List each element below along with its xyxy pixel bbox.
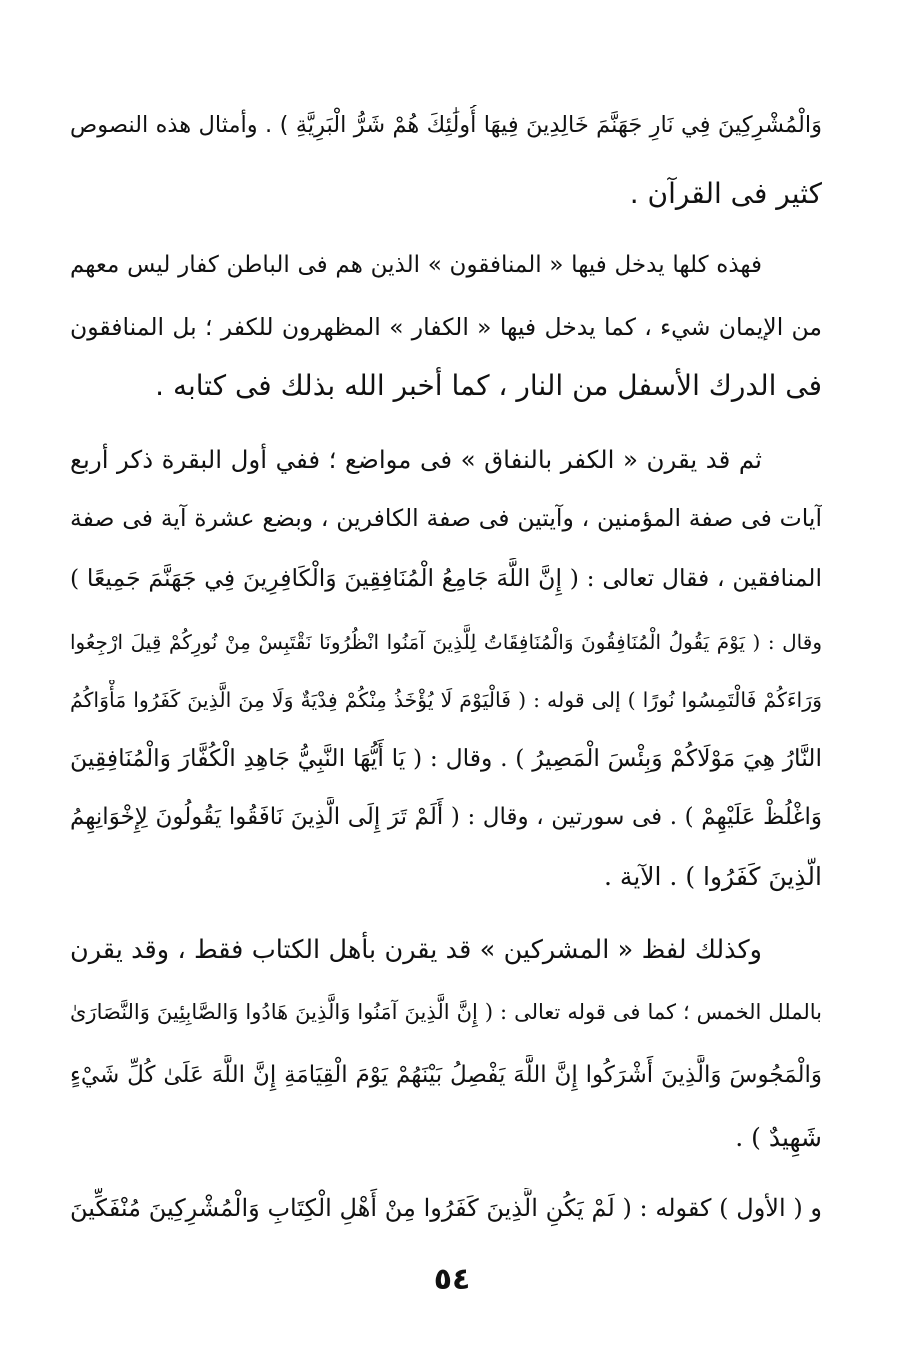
text-line-7: آيات فى صفة المؤمنين ، وآيتين فى صفة الكافرين ، وبضع عشرة آية فى صفة [70,504,822,532]
text-line-18: و ( الأول ) كقوله : ( لَمْ يَكُنِ الَّذِينَ كَفَرُوا مِنْ أَهْلِ الْكِتَابِ وَالْمُشْرِكِينَ مُنْفَكِّينَ [70,1194,822,1222]
text-line-4: من الإيمان شيء ، كما يدخل فيها « الكفار » المظهرون للكفر ؛ بل المنافقون [70,313,822,341]
text-line-1: وَالْمُشْرِكِينَ فِي نَارِ جَهَنَّمَ خَالِدِينَ فِيهَا أُولَٰئِكَ هُمْ شَرُّ الْبَرِيَّةِ ) . وأمثال هذه النصوص [70,112,822,138]
text-line-16: وَالْمَجُوسَ وَالَّذِينَ أَشْرَكُوا إِنَّ اللَّهَ يَفْصِلُ بَيْنَهُمْ يَوْمَ الْقِيَامَةِ إِنَّ اللَّهَ عَلَىٰ كُلِّ شَيْءٍ [70,1062,822,1088]
text-line-15: بالملل الخمس ؛ كما فى قوله تعالى : ( إِنَّ الَّذِينَ آمَنُوا وَالَّذِينَ هَادُوا وَالصَّابِئِينَ وَالنَّصَارَىٰ [70,1000,822,1024]
text-line-14: وكذلك لفظ « المشركين » قد يقرن بأهل الكتاب فقط ، وقد يقرن [70,935,762,965]
text-line-11: النَّارُ هِيَ مَوْلَاكُمْ وَبِئْسَ الْمَصِيرُ ) . وقال : ( يَا أَيُّهَا النَّبِيُّ جَاهِدِ الْكُفَّارَ وَالْمُنَافِقِينَ [70,744,822,772]
text-line-9: وقال : ( يَوْمَ يَقُولُ الْمُنَافِقُونَ وَالْمُنَافِقَاتُ لِلَّذِينَ آمَنُوا انْظُرُونَا نَقْتَبِسْ مِنْ نُورِكُمْ قِيلَ ارْجِعُوا [70,630,822,654]
text-line-2: كثير فى القرآن . [629,177,822,210]
text-line-12: وَاغْلُظْ عَلَيْهِمْ ) . فى سورتين ، وقال : ( أَلَمْ تَرَ إِلَى الَّذِينَ نَافَقُوا يَقُولُونَ لِإِخْوَانِهِمُ [70,804,822,830]
text-line-3: فهذه كلها يدخل فيها « المنافقون » الذين هم فى الباطن كفار ليس معهم [70,252,762,278]
text-line-17: شَهِيدٌ ) . [735,1123,822,1152]
page-number: ٥٤ [433,1262,471,1297]
text-line-5: فى الدرك الأسفل من النار ، كما أخبر الله بذلك فى كتابه . [155,369,822,402]
text-line-6: ثم قد يقرن « الكفر بالنفاق » فى مواضع ؛ ففي أول البقرة ذكر أربع [70,445,762,474]
text-line-10: وَرَاءَكُمْ فَالْتَمِسُوا نُورًا ) إلى قوله : ( فَالْيَوْمَ لَا يُؤْخَذُ مِنْكُمْ فِدْيَةٌ وَلَا مِنَ الَّذِينَ كَفَرُوا مَأْوَاكُمُ [70,688,822,712]
text-line-13: الَّذِينَ كَفَرُوا ) . الآية . [604,862,822,891]
text-line-8: المنافقين ، فقال تعالى : ( إِنَّ اللَّهَ جَامِعُ الْمُنَافِقِينَ وَالْكَافِرِينَ فِي جَهَنَّمَ جَمِيعًا ) [70,564,822,592]
